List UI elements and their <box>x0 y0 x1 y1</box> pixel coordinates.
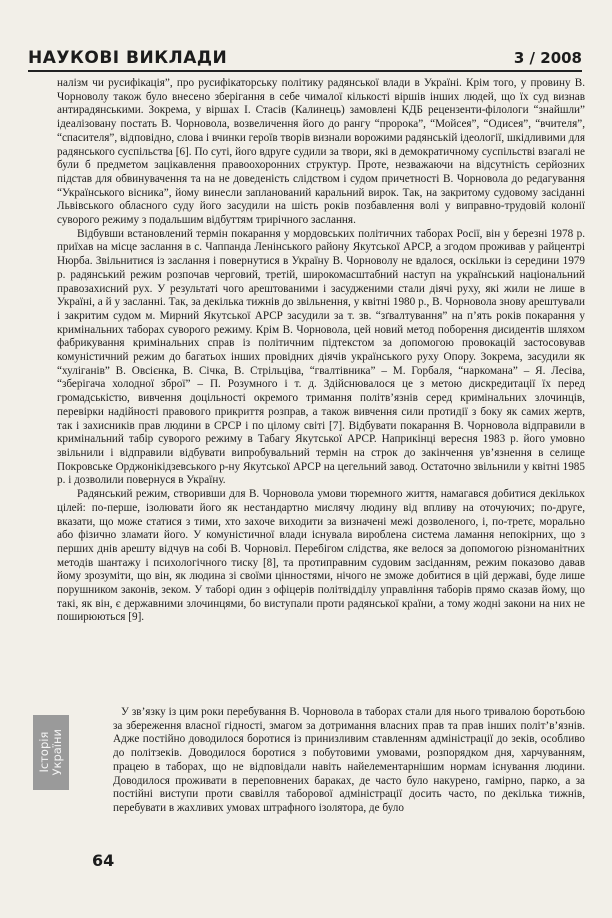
paragraph: налізм чи русифікація”, про русифікаторську політику радянської влади в Україні. Крім того, у провину В. Чорноволу також було внесено зберігання в себе чималої кількості віршів інших людей, що їх суд визнав антирадянськими. Зокрема, у віршах І. Стасів (Калинець) замовлені КДБ рецензенти-філологи “знайшли” ідеалізовану постать В. Чорновола, возвеличення його до рангу “пророка”, “Мойсея”, “Одисея”, “вчителя”, “спасителя”, відповідно, слова і вчинки героїв творів визнали ворожими радянській ідеології, шкідливими для радянського суспільства [6]. По суті, його вдруге судили за твори, які в демократичному суспільстві взагалі не були б предметом зацікавлення правоохоронних структур. Проте, незважаючи на відсутність серйозних підстав для обвинувачення та на не доведеність слідством і судом причетності В. Чорновола до редагування “Українського вісника”, йому винесли запланований каральний вирок. Так, на закритому судовому засіданні Львівського обласного суду його засудили на шість років позбавлення волі у виправно-трудовій колонії суворого режиму з подальшим відбуттям трирічного заслання. <box>57 77 585 227</box>
paragraph: Відбувши встановлений термін покарання у мордовських політичних таборах Росії, він у березні 1978 р. приїхав на місце заслання в с. Чаппанда Ленінського району Якутської АРСР, а згодом проживав у райцентрі Нюрба. Звільнитися із заслання і повернутися в Україну В. Чорноволу не вдалося, оскільки із середини 1979 р. радянський режим розпочав черговий, третій, широкомасштабний наступ на український національний правозахисний рух. У результаті чого арештованими і засудженими стали діячі руху, які жили не лише в Україні, а й у засланні. Так, за декілька тижнів до звільнення, у квітні 1980 р., В. Чорновола знову арештували і закритим судом м. Мирний Якутської АРСР засудили за т. зв. “зґвалтування” на п’ять років покарання у кримінальних таборах суворого режиму. Крім В. Чорновола, цей новий метод поборення дисидентів шляхом фабрикування кримінальних справ із політичним підтекстом за допомогою провокацій застосовував комуністичний режим до багатьох інших провідних діячів українського руху Опору. Зокрема, засудили як “хуліганів” В. Овсієнка, В. Січка, В. Стрільціва, “гвалтівника” – М. Горбаля, “наркомана” – Я. Лесіва, “зберігача холодної зброї” – П. Розумного і т. д. Здійснювалося це з метою дискредитації їх перед громадськістю, вивчення доцільності окремого тримання політв’язнів серед кримінальних злочинців, перевірки надійності правового прикриття розправ, а також вивчення сили протидії з боку як самих жертв, так і захисників прав людини в СРСР і по цілому світі [7]. Відбувати покарання В. Чорновола відправили в кримінальний табір суворого режиму в Табагу Якутської АРСР. Наприкінці вересня 1983 р. його умовно звільнили і відправили відбувати випробувальний термін на строк до закінчення ув’язнення в селище Покровське Орджонікідзевського р-ну Якутської АРСР на цегельний завод. Остаточно звільнили у квітні 1985 р. і дозволили повернуся в Україну. <box>57 227 585 487</box>
article-body-continued <box>113 706 585 816</box>
page-number: 64 <box>92 851 115 870</box>
paragraph: У зв’язку із цим роки перебування В. Чорновола в таборах стали для нього тривалою боротьбою за збереження власної гідності, змагом за дотримання власних прав та прав інших політ’в’язнів. Адже постійно доводилося боротися із принизливим ставленням адміністрації до зеків, особливо до політзеків. Доводилося боротися з побутовими умовами, розпорядком дня, харчуванням, працею в таборах, що не відповідали навіть найелементарнішим нормам існування людини. Доводилося проживати в переповнених бараках, де часто було накурено, гамірно, парко, а за постійні виступи проти свавілля таборової адміністрації досить часто, по декілька тижнів, перебувати в жахливих умовах штрафного ізолятора, де було <box>113 706 585 814</box>
article-body <box>57 77 585 625</box>
paragraph: Радянський режим, створивши для В. Чорновола умови тюремного життя, намагався добитися декількох цілей: по-перше, ізолювати його як нестандартно мислячу людину від впливу на оточуючих; по-друге, вказати, що може статися з тими, хто захоче виходити за визначені межі дозволеного, і, по-третє, морально або фізично зламати його. У комуністичної влади існувала вироблена система ламання непокірних, що з перших днів арешту відчув на собі В. Чорновіл. Перебігом слідства, яке велося за допомогою різноманітних методів шантажу і психологічного тиску [8], та протиправним судовим засіданням, режим показово давав йому зрозуміти, що він, як людина зі своїми цінностями, нічого не зможе добитися в цій державі, буде лише порушником законів, зеком. У таборі один з офіцерів політвідділу управління таборів прямо сказав йому, що такі, як він, є державними злочинцями, бо виступали проти радянської країни, а тому жодні закони на них не поширюються [9]. <box>57 488 585 624</box>
rubric-tab <box>33 715 69 790</box>
running-header <box>28 44 582 72</box>
rubric-label: Історія України <box>37 729 64 776</box>
journal-title: НАУКОВІ ВИКЛАДИ <box>28 48 228 68</box>
issue-number: 3 / 2008 <box>513 49 582 67</box>
